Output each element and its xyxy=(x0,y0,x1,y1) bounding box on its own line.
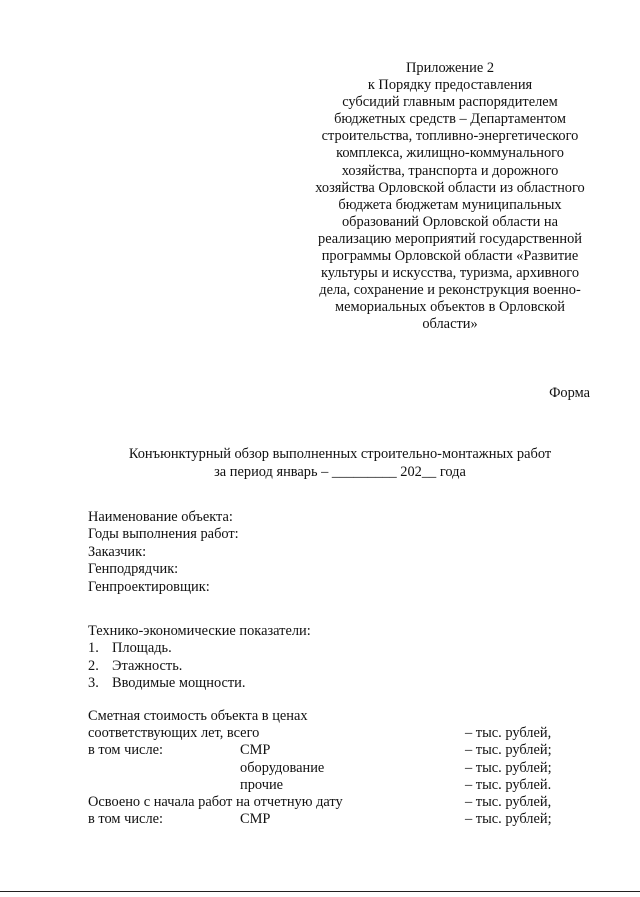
appendix-line: культуры и искусства, туризма, архивного xyxy=(320,265,580,282)
appendix-line: Приложение 2 xyxy=(405,60,495,76)
cost-sublabel: СМР xyxy=(240,811,271,828)
list-item-text: Площадь. xyxy=(112,640,172,657)
cost-row xyxy=(88,708,588,725)
cost-row xyxy=(88,794,588,811)
appendix-line: реализацию мероприятий государственной xyxy=(318,230,582,247)
cost-row xyxy=(88,811,588,828)
field-work-years: Годы выполнения работ: xyxy=(88,526,239,543)
cost-sublabel: СМР xyxy=(240,742,271,759)
cost-label: соответствующих лет, всего xyxy=(88,725,260,742)
field-general-contractor: Генподрядчик: xyxy=(88,561,179,578)
cost-unit: – тыс. рублей; xyxy=(465,759,552,776)
cost-sublabel: прочие xyxy=(240,776,284,793)
appendix-line: субсидий главным распорядителем xyxy=(342,94,558,111)
cost-unit: – тыс. рублей, xyxy=(465,725,552,742)
appendix-line: образований Орловской области на xyxy=(341,213,558,230)
appendix-line: бюджета бюджетам муниципальных xyxy=(338,196,562,213)
list-item-text: Этажность. xyxy=(112,657,183,674)
tech-indicators xyxy=(88,623,311,693)
list-item xyxy=(88,675,311,692)
tech-heading: Технико-экономические показатели: xyxy=(88,623,311,639)
document-title xyxy=(60,446,620,481)
object-fields xyxy=(88,509,239,596)
appendix-line: хозяйства Орловской области из областного xyxy=(315,179,585,196)
appendix-header xyxy=(300,60,600,334)
appendix-line: хозяйства, транспорта и дорожного xyxy=(341,162,559,179)
cost-unit: – тыс. рублей. xyxy=(465,776,552,793)
title-line-2: за период январь – _________ 202__ года xyxy=(214,463,466,480)
appendix-line: к Порядку предоставления xyxy=(367,77,533,94)
cost-label: в том числе: xyxy=(88,742,164,759)
appendix-line: мемориальных объектов в Орловской xyxy=(334,299,565,316)
cost-label: в том числе: xyxy=(88,811,164,828)
field-customer: Заказчик: xyxy=(88,543,147,560)
cost-sublabel: оборудование xyxy=(240,759,325,776)
cost-row xyxy=(88,760,588,777)
cost-row xyxy=(88,742,588,759)
cost-unit: – тыс. рублей; xyxy=(465,811,552,828)
cost-unit: – тыс. рублей, xyxy=(465,793,552,810)
cost-label: Освоено с начала работ на отчетную дату xyxy=(88,793,343,810)
list-item-number: 2. xyxy=(88,657,99,674)
title-line-1: Конъюнктурный обзор выполненных строительно-монтажных работ xyxy=(128,446,552,462)
field-general-designer: Генпроектировщик: xyxy=(88,578,210,595)
list-item xyxy=(88,658,311,675)
cost-section xyxy=(88,708,588,828)
cost-row xyxy=(88,777,588,794)
cost-label: Сметная стоимость объекта в ценах xyxy=(88,708,308,724)
appendix-line: бюджетных средств – Департаментом xyxy=(334,111,566,128)
list-item xyxy=(88,640,311,657)
appendix-line: программы Орловской области «Развитие xyxy=(321,248,579,265)
appendix-line: дела, сохранение и реконструкция военно- xyxy=(319,282,581,299)
list-item-number: 1. xyxy=(88,640,99,657)
cost-unit: – тыс. рублей; xyxy=(465,742,552,759)
form-label: Форма xyxy=(549,385,590,401)
appendix-line: области» xyxy=(422,316,478,333)
list-item-number: 3. xyxy=(88,675,99,692)
appendix-line: комплекса, жилищно-коммунального xyxy=(336,145,564,162)
field-object-name: Наименование объекта: xyxy=(88,509,233,525)
appendix-line: строительства, топливно-энергетического xyxy=(321,128,579,145)
page-bottom-rule xyxy=(0,891,640,892)
list-item-text: Вводимые мощности. xyxy=(112,675,246,692)
cost-row xyxy=(88,725,588,742)
